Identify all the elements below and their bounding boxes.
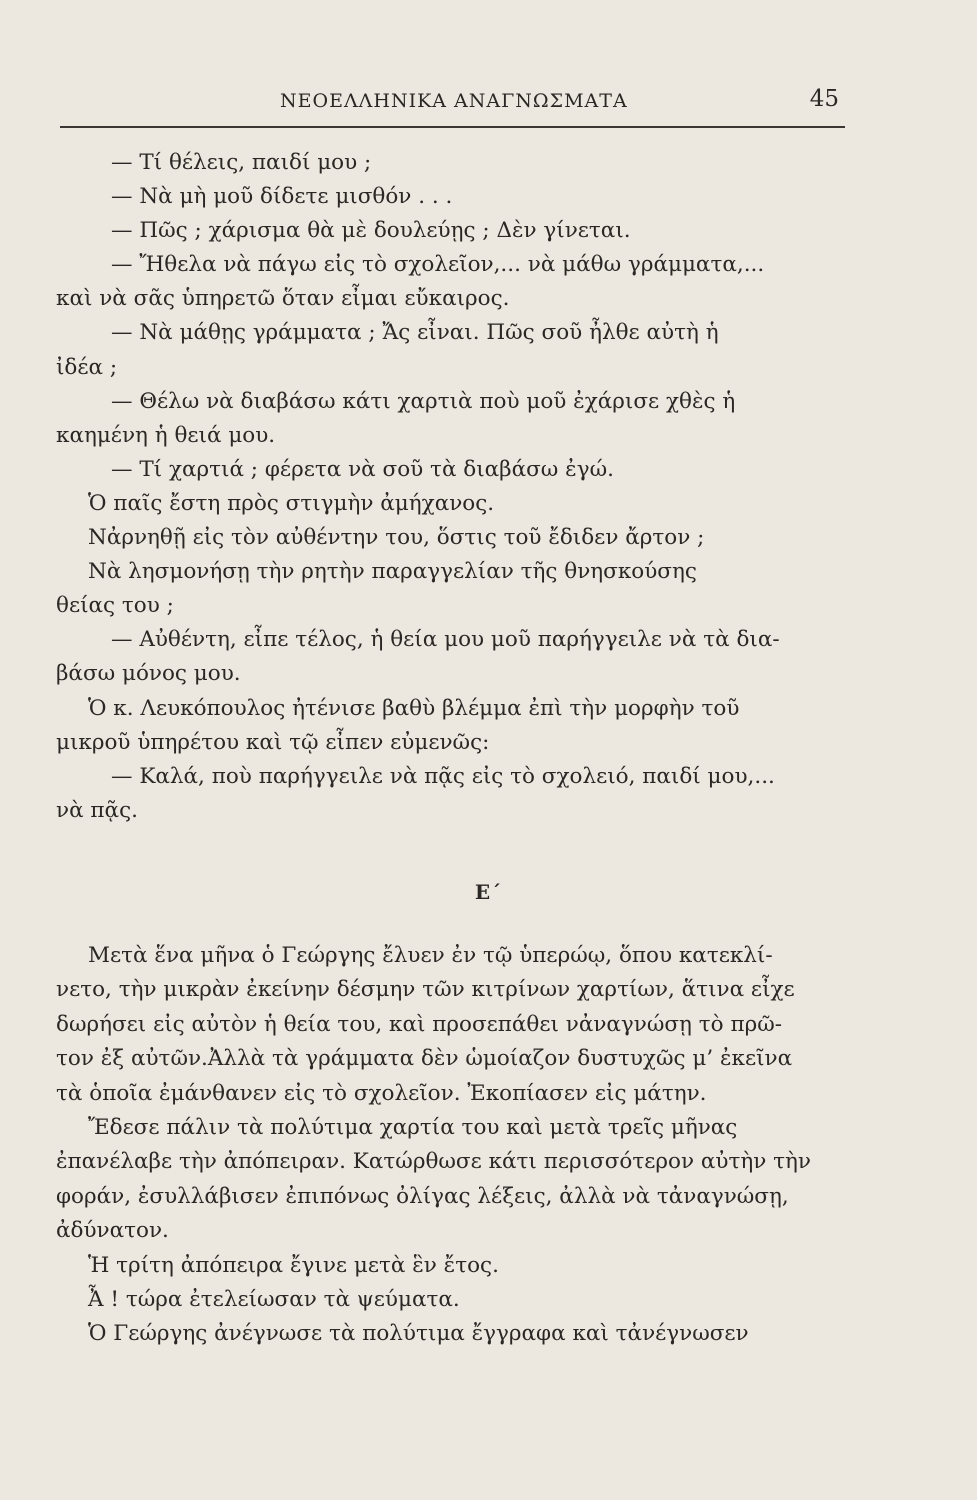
text-line: Νὰ λησμονήσῃ τὴν ρητὴν παραγγελίαν τῆς θνησκούσης <box>88 559 697 585</box>
text-line: δωρήσει εἰς αὐτὸν ἡ θεία του, καὶ προσεπάθει νἀναγνώσῃ τὸ πρῶ- <box>56 1011 783 1037</box>
text-line: — Νὰ μάθῃς γράμματα ; Ἄς εἶναι. Πῶς σοῦ ἦλθε αὐτὴ ἡ <box>111 320 719 346</box>
page-number: 45 <box>809 86 839 112</box>
section-heading: Ε΄ <box>474 880 503 904</box>
text-line: Ἡ τρίτη ἀπόπειρα ἔγινε μετὰ ἓν ἔτος. <box>88 1252 499 1278</box>
text-line: — Νὰ μὴ μοῦ δίδετε μισθόν . . . <box>111 184 453 210</box>
text-line: — Καλά, ποὺ παρήγγειλε νὰ πᾷς εἰς τὸ σχολειό, παιδί μου,... <box>111 763 775 789</box>
text-line: τον ἐξ αὐτῶν.Ἀλλὰ τὰ γράμματα δὲν ὡμοίαζον δυστυχῶς μ’ ἐκεῖνα <box>56 1046 793 1072</box>
text-line: καημένη ἡ θειά μου. <box>56 422 276 448</box>
text-line: νετο, τὴν μικρὰν ἐκείνην δέσμην τῶν κιτρίνων χαρτίων, ἅτινα εἶχε <box>56 977 795 1003</box>
text-line: Ἆ ! τώρα ἐτελείωσαν τὰ ψεύματα. <box>88 1286 460 1312</box>
text-line: καὶ νὰ σᾶς ὑπηρετῶ ὅταν εἶμαι εὔκαιρος. <box>56 286 510 312</box>
text-line: ἰδέα ; <box>56 354 118 380</box>
text-line: — Πῶς ; χάρισμα θὰ μὲ δουλεύῃς ; Δὲν γίνεται. <box>111 218 631 244</box>
text-line: — Ἤθελα νὰ πάγω εἰς τὸ σχολεῖον,... νὰ μάθω γράμματα,... <box>111 252 765 278</box>
text-line: ἐπανέλαβε τὴν ἀπόπειραν. Κατώρθωσε κάτι περισσότερον αὐτὴν τὴν <box>56 1149 811 1175</box>
text-line: φοράν, ἐσυλλάβισεν ἐπιπόνως ὀλίγας λέξεις, ἀλλὰ νὰ τἀναγνώσῃ, <box>56 1183 789 1209</box>
running-head: ΝΕΟΕΛΛΗΝΙΚΑ ΑΝΑΓΝΩΣΜΑΤΑ <box>280 90 628 112</box>
dialogue-section <box>56 146 848 828</box>
text-line: — Τί χαρτιά ; φέρετα νὰ σοῦ τὰ διαβάσω ἐγώ. <box>111 456 614 482</box>
text-line: — Αὐθέντη, εἶπε τέλος, ἡ θεία μου μοῦ παρήγγειλε νὰ τὰ δια- <box>111 627 780 653</box>
text-line: νὰ πᾷς. <box>56 797 138 823</box>
text-line: Ὁ Γεώργης ἀνέγνωσε τὰ πολύτιμα ἔγγραφα καὶ τἀνέγνωσεν <box>88 1321 749 1347</box>
narrative-section <box>56 939 848 1352</box>
text-line: — Τί θέλεις, παιδί μου ; <box>111 150 372 175</box>
text-line: Ὁ κ. Λευκόπουλος ἠτένισε βαθὺ βλέμμα ἐπὶ τὴν μορφὴν τοῦ <box>88 695 740 721</box>
text-line: θείας του ; <box>56 593 174 619</box>
text-line: Ἔδεσε πάλιν τὰ πολύτιμα χαρτία του καὶ μετὰ τρεῖς μῆνας <box>88 1114 738 1140</box>
text-line: βάσω μόνος μου. <box>56 661 241 687</box>
text-line: ἀδύνατον. <box>56 1218 169 1244</box>
text-line: μικροῦ ὑπηρέτου καὶ τῷ εἶπεν εὐμενῶς: <box>56 729 490 755</box>
text-line: τὰ ὁποῖα ἐμάνθανεν εἰς τὸ σχολεῖον. Ἐκοπίασεν εἰς μάτην. <box>56 1080 707 1106</box>
page-header <box>60 86 845 128</box>
text-line: — Θέλω νὰ διαβάσω κάτι χαρτιὰ ποὺ μοῦ ἐχάρισε χθὲς ἡ <box>111 388 736 414</box>
text-line: Μετὰ ἕνα μῆνα ὁ Γεώργης ἔλυεν ἐν τῷ ὑπερώῳ, ὅπου κατεκλί- <box>88 943 773 968</box>
text-line: Νἀρνηθῇ εἰς τὸν αὐθέντην του, ὅστις τοῦ ἔδιδεν ἄρτον ; <box>88 525 705 551</box>
text-line: Ὁ παῖς ἔστη πρὸς στιγμὴν ἀμήχανος. <box>88 490 495 516</box>
